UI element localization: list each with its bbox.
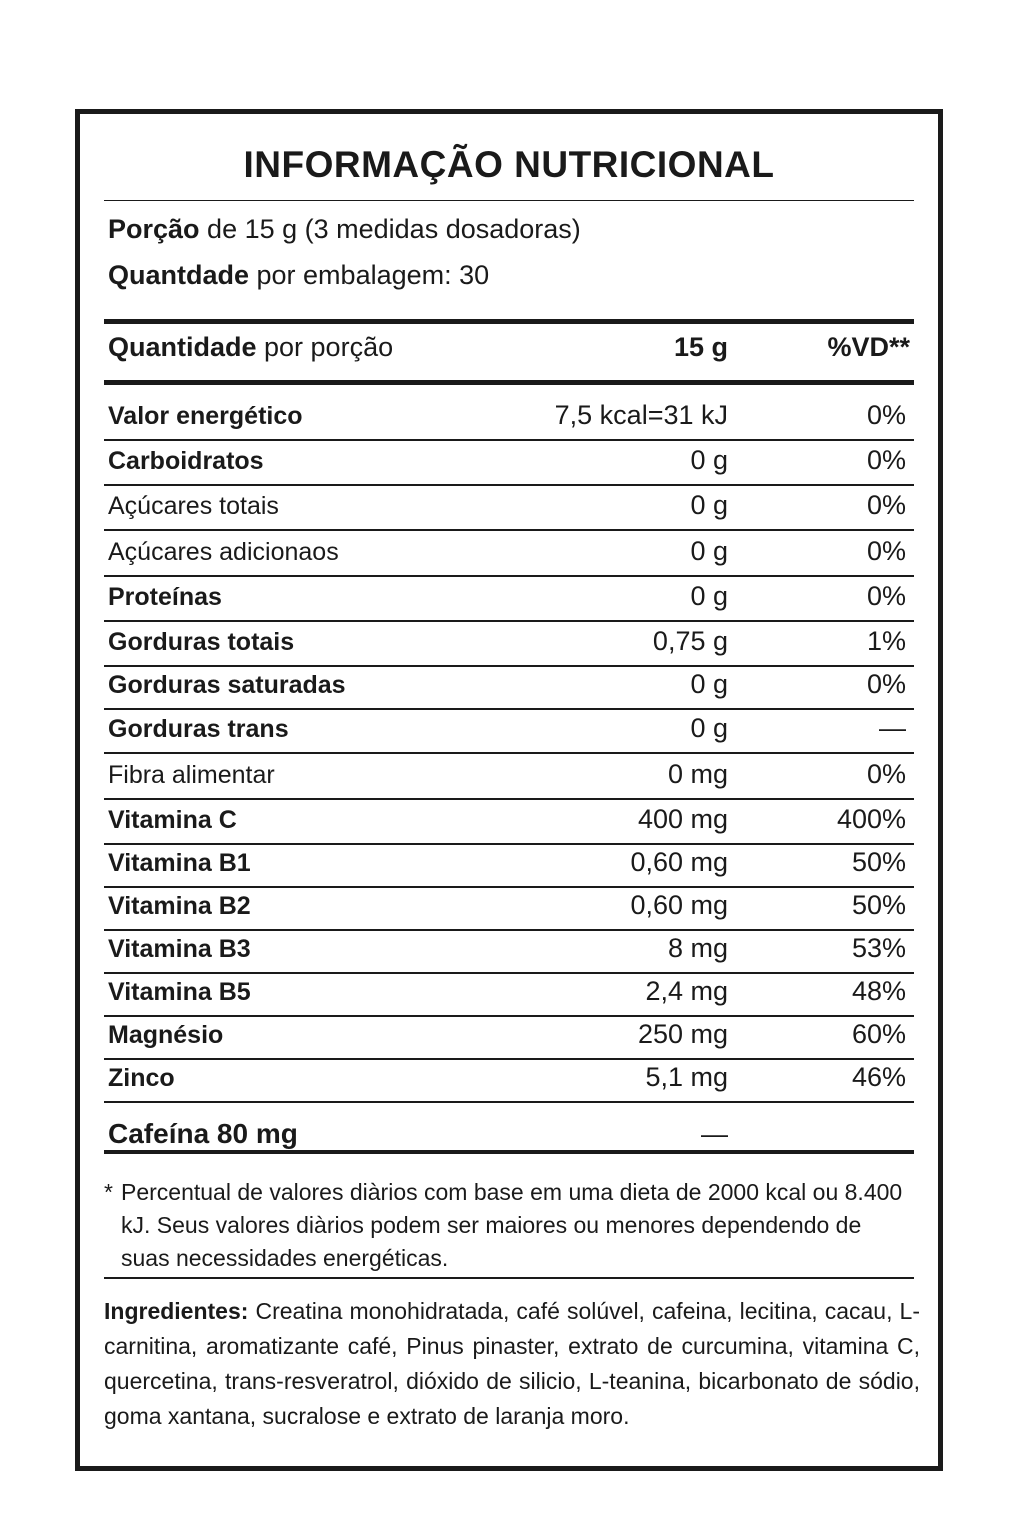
nutrient-vd: 53% <box>851 933 906 963</box>
table-row <box>104 888 914 931</box>
nutrient-amount: 0 g <box>690 536 728 566</box>
nutrient-vd: 0% <box>866 445 906 475</box>
nutrition-facts-panel <box>75 109 943 1471</box>
nutrient-name: Gorduras trans <box>108 715 289 743</box>
table-row <box>104 667 914 710</box>
footnote-star: * <box>104 1179 113 1205</box>
table-row <box>104 710 914 754</box>
ingredients <box>104 1294 920 1434</box>
nutrient-amount: — <box>701 1119 728 1149</box>
table-row <box>104 1060 914 1103</box>
nutrient-vd: — <box>879 713 906 743</box>
nutrient-name: Vitamina B1 <box>108 849 251 877</box>
table-row <box>104 974 914 1017</box>
table-row <box>104 388 914 441</box>
divider <box>104 1277 914 1279</box>
nutrient-amount: 0 mg <box>667 759 728 789</box>
nutrient-name: Gorduras saturadas <box>108 671 346 699</box>
table-row <box>104 577 914 622</box>
nutrient-vd: 48% <box>851 976 906 1006</box>
portion-text: de 15 g (3 medidas dosadoras) <box>199 214 581 244</box>
table-header <box>108 328 914 368</box>
nutrient-amount: 7,5 kcal=31 kJ <box>554 400 728 430</box>
table-row <box>104 486 914 531</box>
nutrient-name: Açúcares totais <box>108 492 279 520</box>
table-row <box>104 531 914 577</box>
nutrient-amount: 400 mg <box>637 804 728 834</box>
nutrient-amount: 2,4 mg <box>645 976 728 1006</box>
nutrient-vd: 50% <box>851 847 906 877</box>
nutrient-amount: 0 g <box>690 581 728 611</box>
divider-thick <box>104 1150 914 1154</box>
nutrient-vd: 400% <box>836 804 906 834</box>
divider-thick <box>104 319 914 324</box>
table-row <box>104 441 914 486</box>
nutrient-amount: 0,75 g <box>652 626 728 656</box>
divider-thick <box>104 380 914 385</box>
nutrient-amount: 0 g <box>690 713 728 743</box>
nutrient-name: Magnésio <box>108 1021 224 1049</box>
nutrient-name: Proteínas <box>108 583 222 611</box>
nutrient-vd: 0% <box>866 490 906 520</box>
table-row <box>104 931 914 974</box>
header-vd: %VD** <box>827 332 910 362</box>
nutrient-amount: 0,60 mg <box>630 847 728 877</box>
nutrient-name: Vitamina C <box>108 806 237 834</box>
nutrient-name: Vitamina B2 <box>108 892 251 920</box>
servings-label: Quantdade <box>108 260 250 290</box>
nutrient-vd: 0% <box>866 581 906 611</box>
table-row <box>104 1017 914 1060</box>
table-row <box>104 845 914 888</box>
portion-label: Porção <box>108 214 200 244</box>
page-title: INFORMAÇÃO NUTRICIONAL <box>243 144 775 185</box>
portion-line <box>108 214 581 245</box>
nutrient-amount: 0 g <box>690 445 728 475</box>
nutrient-name: Carboidratos <box>108 447 264 475</box>
nutrient-name: Gorduras totais <box>108 628 295 656</box>
table-row <box>104 754 914 800</box>
nutrient-name: Zinco <box>108 1064 175 1092</box>
nutrient-vd: 46% <box>851 1062 906 1092</box>
nutrient-name: Valor energético <box>108 402 303 430</box>
table-row <box>104 622 914 667</box>
table-row <box>104 800 914 845</box>
nutrient-name: Açúcares adicionaos <box>108 538 339 566</box>
nutrient-vd: 50% <box>851 890 906 920</box>
nutrient-vd: 0% <box>866 759 906 789</box>
nutrient-amount: 5,1 mg <box>645 1062 728 1092</box>
nutrient-name: Fibra alimentar <box>108 761 275 789</box>
nutrient-vd: 60% <box>851 1019 906 1049</box>
nutrient-vd: 1% <box>866 626 906 656</box>
nutrient-name: Vitamina B3 <box>108 935 251 963</box>
nutrient-name: Vitamina B5 <box>108 978 251 1006</box>
nutrient-amount: 0 g <box>690 490 728 520</box>
nutrient-amount: 250 mg <box>637 1019 728 1049</box>
footnote-text: Percentual de valores diàrios com base em uma dieta de 2000 kcal ou 8.400 kJ. Seus valores diàrios podem ser maiores ou menores dependendo de suas necessidades energéticas. <box>121 1179 903 1271</box>
nutrient-vd: 0% <box>866 669 906 699</box>
divider <box>104 200 914 201</box>
servings-text: por embalagem: 30 <box>249 260 490 290</box>
nutrient-amount: 0 g <box>690 669 728 699</box>
ingredients-label: Ingredientes: <box>104 1298 249 1324</box>
servings-line <box>108 260 489 291</box>
nutrient-amount: 0,60 mg <box>630 890 728 920</box>
header-serving: 15 g <box>673 332 728 362</box>
footnote <box>104 1176 914 1275</box>
nutrient-amount: 8 mg <box>667 933 728 963</box>
nutrient-name: Cafeína 80 mg <box>108 1118 298 1149</box>
nutrient-vd: 0% <box>866 400 906 430</box>
ingredients-text: Creatina monohidratada, café solúvel, cafeina, lecitina, cacau, L-carnitina, aromatizante café, Pinus pinaster, extrato de curcumina, vitamina C, quercetina, trans-resveratrol, dióxido de silicio, L-teanina, bicarbonato de sódio, goma xantana, sucralose e extrato de laranja moro. <box>104 1298 920 1429</box>
nutrient-vd: 0% <box>866 536 906 566</box>
header-quantity: Quantidade por porção <box>108 332 394 362</box>
